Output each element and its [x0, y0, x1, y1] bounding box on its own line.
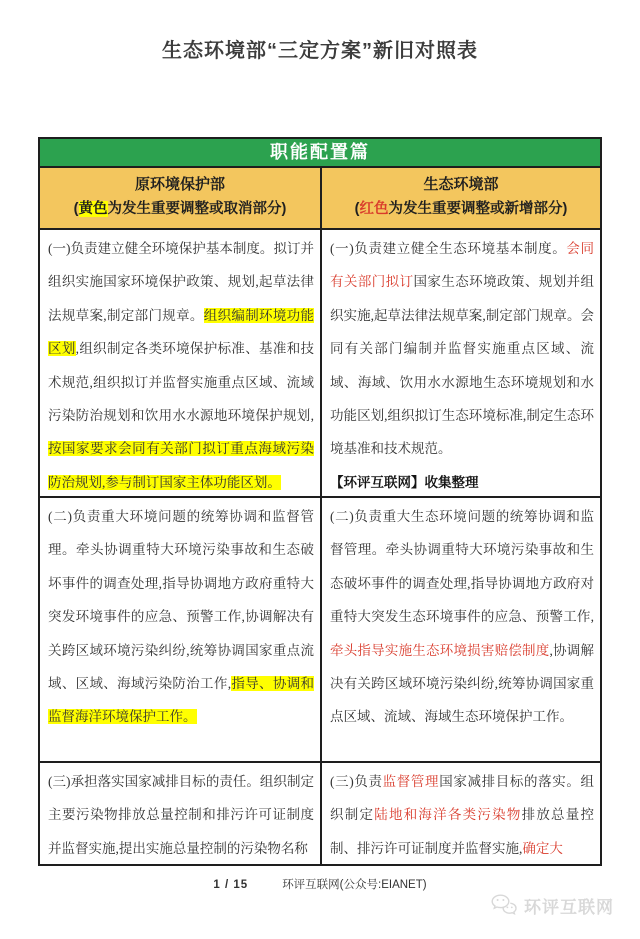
- page-number: 1 / 15: [213, 879, 249, 891]
- table-row: [40, 230, 600, 496]
- column-subtitle-old: (黄色为发生重要调整或取消部分): [73, 201, 287, 217]
- column-header-row: [40, 168, 600, 230]
- column-title-new: 生态环境部: [423, 176, 499, 193]
- footer-source: 环评互联网(公众号:EIANET): [282, 879, 427, 891]
- table-row: [40, 761, 600, 864]
- table-row: [40, 496, 600, 761]
- page-footer: [0, 876, 640, 892]
- column-subtitle-new: (红色为发生重要调整或新增部分): [354, 201, 568, 217]
- table-cell-new-duty-2: (二)负责重大生态环境问题的统筹协调和监督管理。牵头协调重特大环境污染事故和生态破坏事件的调查处理,指导协调地方政府对重特大突发生态环境事件的应急、预警工作,牵头指导实施生态环境损害赔偿制度,协调解决有关跨区域环境污染纠纷,统筹协调国家重点区域、流域、海域生态环境保护工作。: [320, 498, 600, 761]
- table-cell-old-duty-3: (三)承担落实国家减排目标的责任。组织制定主要污染物排放总量控制和排污许可证制度并监督实施,提出实施总量控制的污染物名称: [48, 774, 314, 856]
- table-cell-new-duty-3: (三)负责监督管理国家减排目标的落实。组织制定陆地和海洋各类污染物排放总量控制、排污许可证制度并监督实施,确定大: [320, 763, 600, 864]
- watermark-label: 环评互联网: [524, 897, 614, 917]
- table-cell-old-duty-2: (二)负责重大环境问题的统筹协调和监督管理。牵头协调重特大环境污染事故和生态破坏事件的调查处理,指导协调地方政府重特大突发环境事件的应急、预警工作,协调解决有关跨区域环境污染纠纷,统筹协调国家重点流域、区域、海域污染防治工作,指导、协调和监督海洋环境保护工作。: [48, 509, 315, 725]
- wechat-icon: [489, 892, 519, 918]
- table-cell-old-duty-1: (一)负责建立健全环境保护基本制度。拟订并组织实施国家环境保护政策、规划,起草法律法规草案,制定部门规章。组织编制环境功能区划,组织制定各类环境保护标准、基准和技术规范,组织拟订并监督实施重点区域、流域污染防治规划和饮用水水源地环境保护规划,按国家要求会同有关部门拟订重点海域污染防治规划,参与制订国家主体功能区划。: [48, 241, 315, 490]
- table-section-header: 职能配置篇: [40, 139, 600, 168]
- column-title-old: 原环境保护部: [134, 176, 225, 193]
- watermark: [489, 892, 614, 918]
- comparison-table: [38, 137, 602, 866]
- page-title: 生态环境部“三定方案”新旧对照表: [162, 40, 478, 62]
- column-header-old-ministry: [40, 168, 320, 228]
- table-cell-new-duty-1: (一)负责建立健全生态环境基本制度。会同有关部门拟订国家生态环境政策、规划并组织实施,起草法律法规草案,制定部门规章。会同有关部门编制并监督实施重点区域、流域、海域、饮用水水源地生态环境规划和水功能区划,组织拟订生态环境标准,制定生态环境基准和技术规范。 【环评互联网】收集整理: [320, 230, 600, 496]
- column-header-new-ministry: [320, 168, 600, 228]
